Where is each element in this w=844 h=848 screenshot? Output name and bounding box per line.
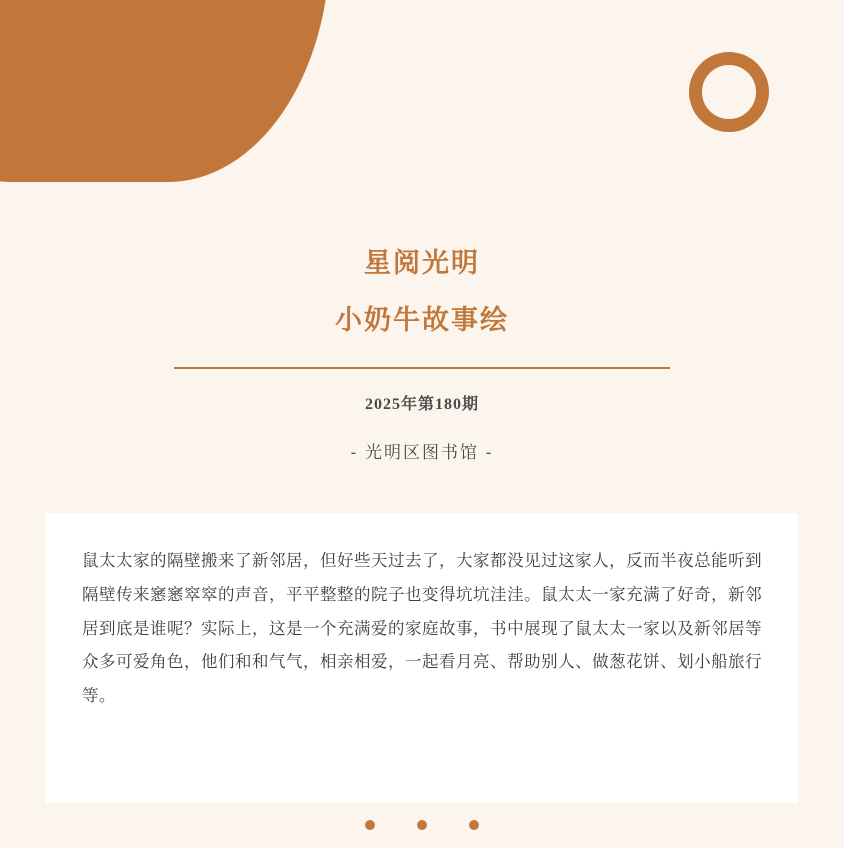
- content-paragraph: 鼠太太家的隔壁搬来了新邻居，但好些天过去了，大家都没见过这家人，反而半夜总能听到隔壁传来窸窸窣窣的声音，平平整整的院子也变得坑坑洼洼。鼠太太一家充满了好奇，新邻居到底是谁呢？实际上，这是一个充满爱的家庭故事，书中展现了鼠太太一家以及新邻居等众多可爱角色，他们和和气气，相亲相爱，一起看月亮、帮助别人、做葱花饼、划小船旅行等。: [82, 552, 762, 706]
- decorative-ring-icon: [689, 52, 769, 132]
- content-card: [46, 513, 798, 803]
- page-subtitle: 小奶牛故事绘: [335, 305, 509, 336]
- title-block: [0, 246, 844, 463]
- dot-icon-2: [417, 820, 427, 830]
- organization-label: - 光明区图书馆 -: [350, 443, 494, 463]
- issue-label: 2025年第180期: [364, 396, 479, 414]
- footer-dots: [0, 820, 844, 830]
- page-title: 星阅光明: [364, 248, 480, 278]
- title-divider: [174, 367, 670, 369]
- dot-icon-1: [365, 820, 375, 830]
- dot-icon-3: [469, 820, 479, 830]
- decorative-quarter-circle: [0, 0, 330, 182]
